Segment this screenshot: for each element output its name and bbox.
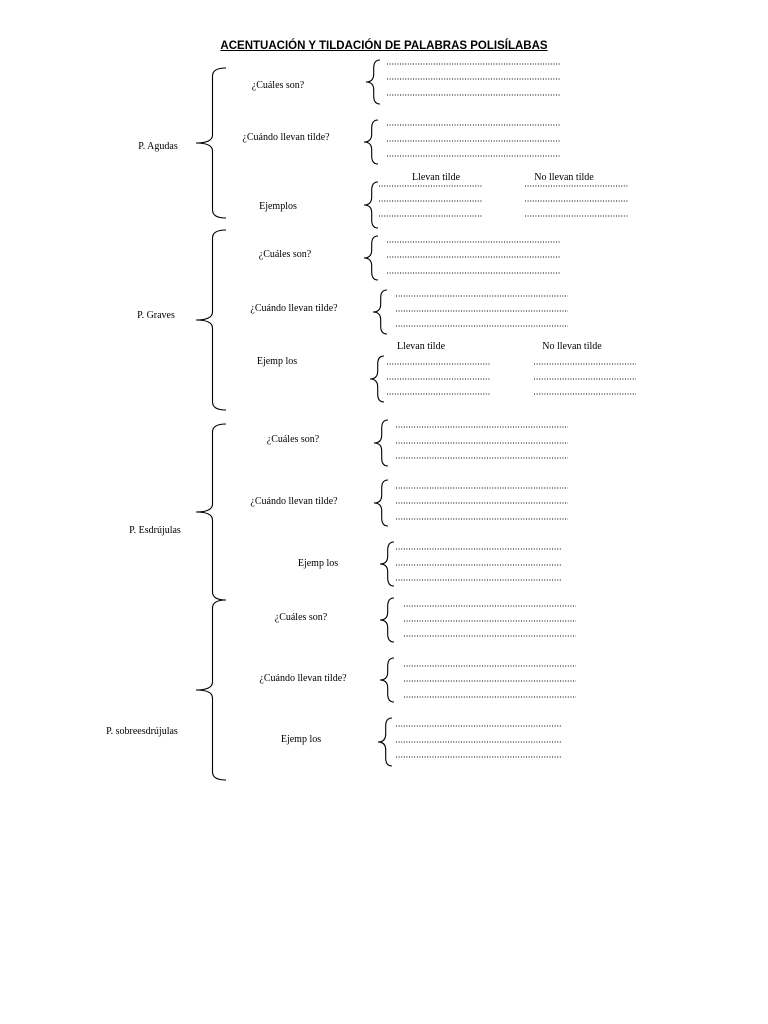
question-cuando: ¿Cuándo llevan tilde?: [259, 673, 347, 684]
examples-header-without: No llevan tilde: [534, 172, 594, 183]
page-title: ACENTUACIÓN Y TILDACIÓN DE PALABRAS POLISÍLABAS: [220, 40, 548, 52]
question-cuando: ¿Cuándo llevan tilde?: [250, 496, 338, 507]
section-label: P. Esdrújulas: [129, 525, 181, 536]
answer-brace: [380, 598, 394, 642]
question-cuando: ¿Cuándo llevan tilde?: [250, 303, 338, 314]
question-cuales: ¿Cuáles son?: [266, 434, 320, 445]
section-label: P. Agudas: [138, 141, 178, 152]
question-ejemplos: Ejemp los: [297, 558, 339, 569]
question-ejemplos: Ejemp los: [280, 734, 322, 745]
answer-brace: [380, 542, 394, 586]
answer-brace: [364, 182, 378, 228]
question-ejemplos: Ejemplos: [259, 201, 297, 212]
examples-header-with: Llevan tilde: [411, 172, 461, 183]
answer-brace: [364, 236, 378, 280]
answer-brace: [370, 356, 384, 402]
section-brace: [196, 230, 226, 410]
question-cuales: ¿Cuáles son?: [258, 249, 312, 260]
answer-brace: [374, 480, 388, 526]
answer-brace: [373, 290, 387, 334]
answer-brace: [378, 718, 392, 766]
section-brace: [196, 600, 226, 780]
section-brace: [196, 68, 226, 218]
section-label: P. sobreesdrújulas: [106, 726, 178, 737]
answer-brace: [380, 658, 394, 702]
answer-brace: [364, 120, 378, 164]
answer-brace: [366, 60, 380, 104]
question-ejemplos: Ejemp los: [256, 356, 298, 367]
question-cuales: ¿Cuáles son?: [251, 80, 305, 91]
question-cuando: ¿Cuándo llevan tilde?: [242, 132, 330, 143]
section-label: P. Graves: [137, 310, 175, 321]
examples-header-with: Llevan tilde: [396, 341, 446, 352]
section-brace: [196, 424, 226, 600]
examples-header-without: No llevan tilde: [542, 341, 602, 352]
answer-brace: [374, 420, 388, 466]
question-cuales: ¿Cuáles son?: [274, 612, 328, 623]
